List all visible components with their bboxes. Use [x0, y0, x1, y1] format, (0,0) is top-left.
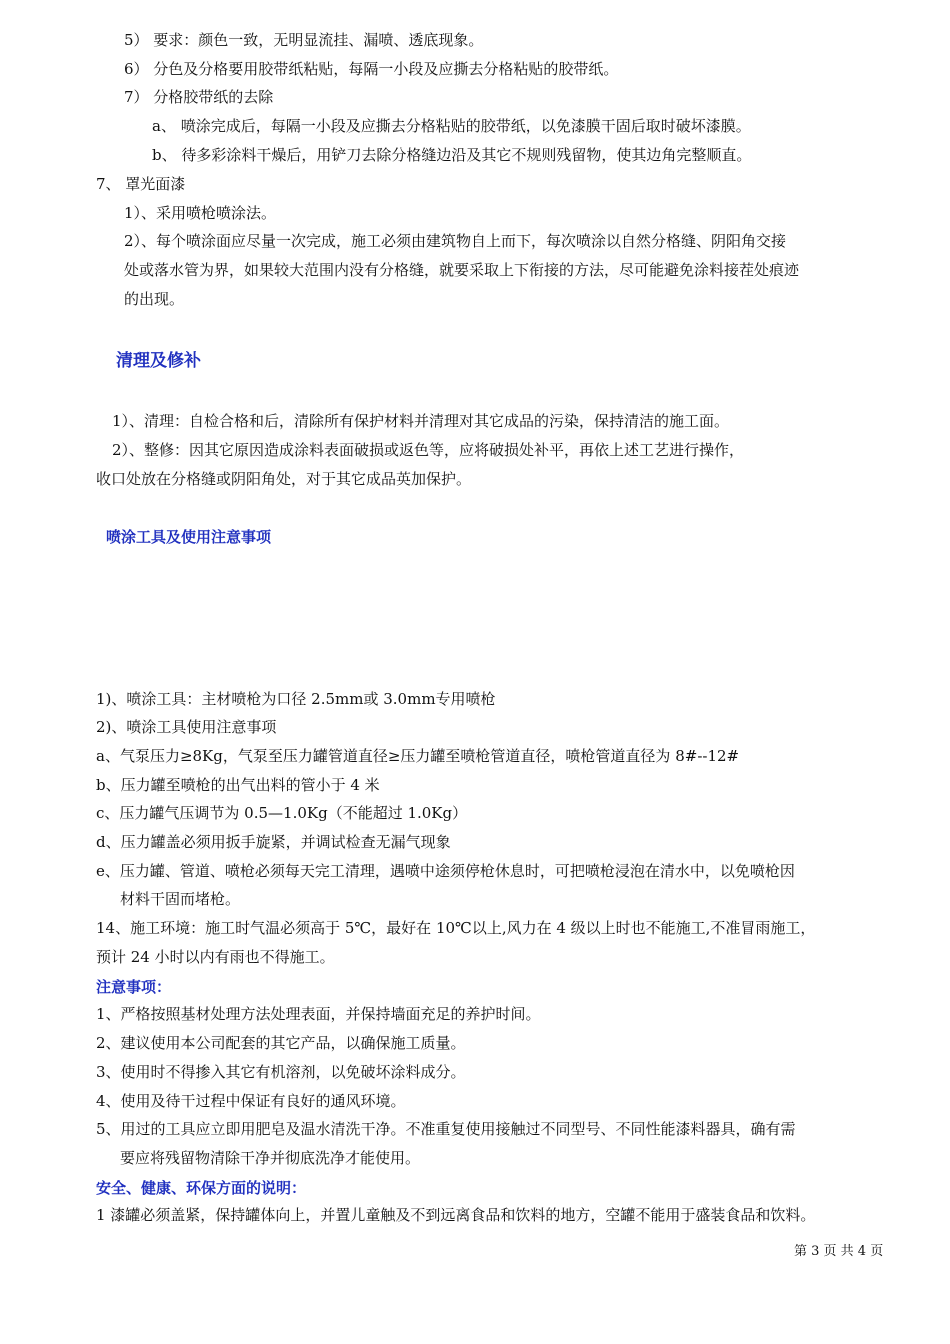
list-item-6: 6） 分色及分格要用胶带纸粘贴，每隔一小段及应撕去分格粘贴的胶带纸。 — [124, 60, 619, 78]
step-7-item-2-line-1: 2）、每个喷涂面应尽量一次完成，施工必须由建筑物自上而下，每次喷涂以自然分格缝、阴阳角交接 — [124, 232, 787, 250]
note-1: 1、严格按照基材处理方法处理表面，并保持墙面充足的养护时间。 — [96, 1005, 541, 1023]
step-7-item-2-line-2: 处或落水管为界，如果较大范围内没有分格缝，就要采取上下衔接的方法，尽可能避免涂料接茬处痕迹 — [124, 261, 800, 279]
safety-heading: 安全、健康、环保方面的说明： — [96, 1179, 307, 1197]
tools-item-a: a、气泵压力≥8Kg，气泵至压力罐管道直径≥压力罐至喷枪管道直径，喷枪管道直径为 8#--12# — [96, 747, 740, 765]
list-item-5: 5） 要求：颜色一致，无明显流挂、漏喷、透底现象。 — [124, 31, 484, 49]
tools-item-d: d、压力罐盖必须用扳手旋紧，并调试检查无漏气现象 — [96, 833, 451, 851]
cleanup-paragraph-2-line-1: 2）、整修：因其它原因造成涂料表面破损或返色等，应将破损处补平，再依上述工艺进行操作， — [112, 441, 745, 459]
note-4: 4、使用及待干过程中保证有良好的通风环境。 — [96, 1092, 406, 1110]
note-5-line-2: 要应将残留物清除干净并彻底洗净才能使用。 — [120, 1149, 421, 1167]
tools-item-b: b、压力罐至喷枪的出气出料的管小于 4 米 — [96, 776, 380, 794]
safety-item-1: 1 漆罐必须盖紧，保持罐体向上，并置儿童触及不到远离食品和饮料的地方，空罐不能用于盛装食品和饮料。 — [96, 1206, 816, 1224]
notes-heading: 注意事项： — [96, 978, 172, 996]
list-item-7a: a、 喷涂完成后，每隔一小段及应撕去分格粘贴的胶带纸，以免漆膜干固后取时破坏漆膜。 — [152, 117, 751, 135]
tools-item-1: 1)、喷涂工具：主材喷枪为口径 2.5mm或 3.0mm专用喷枪 — [96, 690, 496, 708]
note-3: 3、使用时不得掺入其它有机溶剂，以免破坏涂料成分。 — [96, 1063, 466, 1081]
list-item-7b: b、 待多彩涂料干燥后，用铲刀去除分格缝边沿及其它不规则残留物，使其边角完整顺直。 — [152, 146, 752, 164]
tools-item-e-line-2: 材料干固而堵枪。 — [120, 890, 241, 908]
step-7-title: 7、 罩光面漆 — [96, 175, 186, 193]
list-item-7: 7） 分格胶带纸的去除 — [124, 88, 274, 106]
step-7-item-1: 1）、采用喷枪喷涂法。 — [124, 204, 277, 222]
cleanup-heading: 清理及修补 — [116, 351, 201, 371]
cleanup-paragraph-1: 1）、清理：自检合格和后，清除所有保护材料并清理对其它成品的污染，保持清洁的施工面。 — [112, 412, 730, 430]
tools-heading: 喷涂工具及使用注意事项 — [106, 528, 272, 546]
cleanup-paragraph-2-line-2: 收口处放在分格缝或阴阳角处，对于其它成品英加保护。 — [96, 470, 472, 488]
note-2: 2、建议使用本公司配套的其它产品，以确保施工质量。 — [96, 1034, 466, 1052]
tools-item-e-line-1: e、压力罐、管道、喷枪必须每天完工清理，遇喷中途须停枪休息时，可把喷枪浸泡在清水中，以免喷枪因 — [96, 862, 795, 880]
environment-line-2: 预计 24 小时以内有雨也不得施工。 — [96, 948, 335, 966]
page-number: 第 3 页 共 4 页 — [794, 1244, 884, 1259]
step-7-item-2-line-3: 的出现。 — [124, 290, 185, 308]
tools-item-2: 2)、喷涂工具使用注意事项 — [96, 718, 277, 736]
environment-line-1: 14、施工环境：施工时气温必须高于 5℃，最好在 10℃以上,风力在 4 级以上时也不能施工,不准冒雨施工， — [96, 919, 816, 937]
tools-item-c: c、压力罐气压调节为 0.5—1.0Kg（不能超过 1.0Kg） — [96, 804, 468, 822]
note-5-line-1: 5、用过的工具应立即用肥皂及温水清洗干净。不准重复使用接触过不同型号、不同性能漆料器具，确有需 — [96, 1120, 796, 1138]
